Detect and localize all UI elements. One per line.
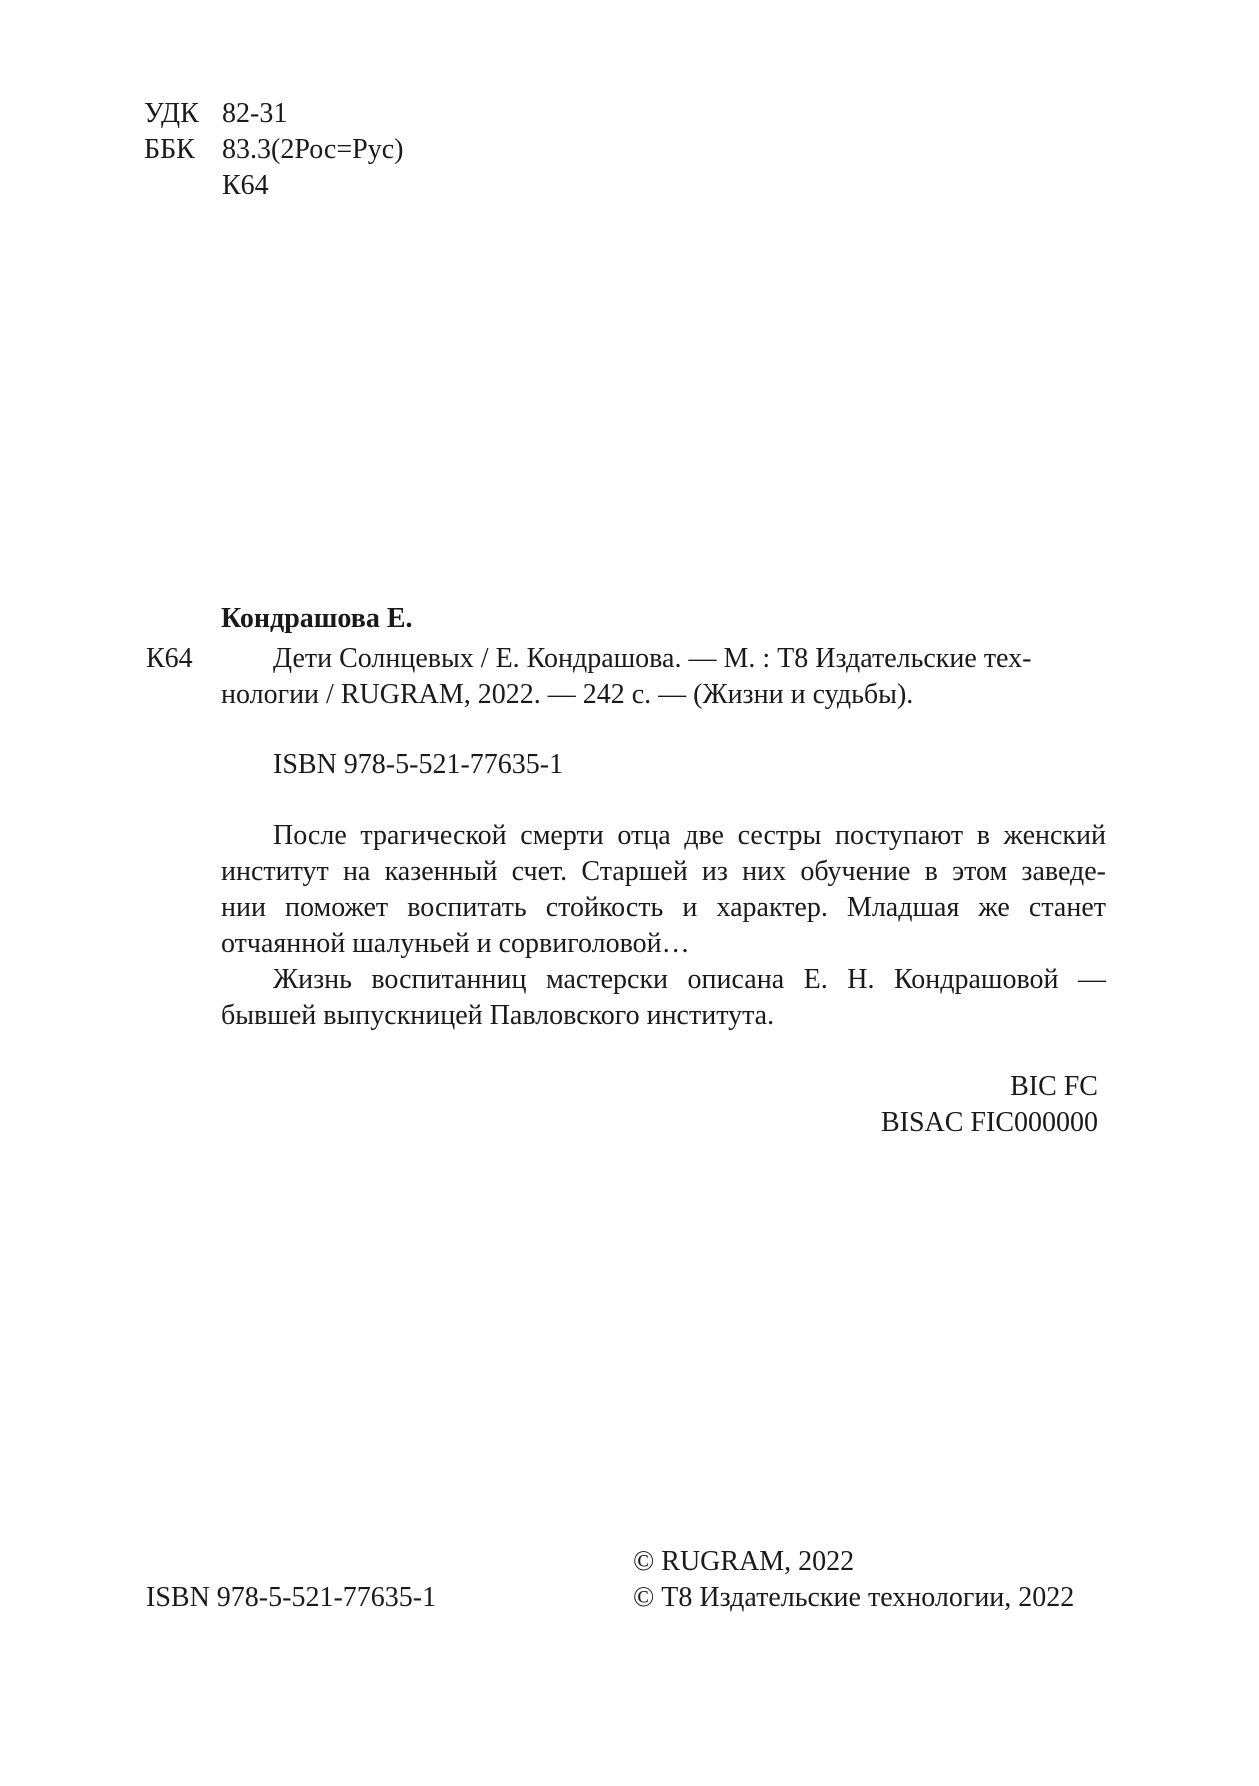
copyright-rugram: © RUGRAM, 2022	[633, 1546, 855, 1577]
udk-label: УДК	[144, 98, 199, 129]
annotation-line-1: После трагической смерти отца две сестры поступают в женский	[273, 820, 1106, 851]
annotation-line-5: Жизнь воспитанниц мастерски описана Е. Н. Кондрашовой —	[273, 964, 1106, 995]
copyright-t8: © Т8 Издательские технологии, 2022	[633, 1582, 1075, 1613]
annotation-line-6: бывшей выпускницей Павловского института.	[221, 1000, 775, 1031]
card-isbn: ISBN 978-5-521-77635-1	[273, 749, 564, 780]
card-author-sign: К64	[146, 643, 193, 674]
description-line-1: Дети Солнцевых / Е. Кондрашова. — М. : Т8 Издательские тех-	[273, 643, 1032, 674]
udk-value: 82-31	[222, 98, 288, 129]
bbk-value: 83.3(2Рос=Рус)	[222, 134, 404, 165]
annotation	[221, 818, 1106, 1034]
bic-code: BIC FC	[1010, 1071, 1098, 1102]
footer-isbn: ISBN 978-5-521-77635-1	[146, 1582, 437, 1613]
card-author: Кондрашова Е.	[221, 603, 413, 634]
annotation-line-4: отчаянной шалуньей и сорвиголовой…	[221, 928, 690, 959]
description-line-2: нологии / RUGRAM, 2022. — 242 с. — (Жизни и судьбы).	[221, 679, 914, 710]
annotation-line-3: нии поможет воспитать стойкость и характер. Младшая же станет	[221, 892, 1106, 923]
bbk-label: ББК	[144, 134, 195, 165]
bisac-code: BISAC FIC000000	[880, 1107, 1098, 1138]
annotation-line-2: институт на казенный счет. Старшей из них обучение в этом заведе-	[221, 856, 1106, 887]
card-description	[221, 641, 1106, 713]
author-sign-top: К64	[222, 170, 269, 201]
